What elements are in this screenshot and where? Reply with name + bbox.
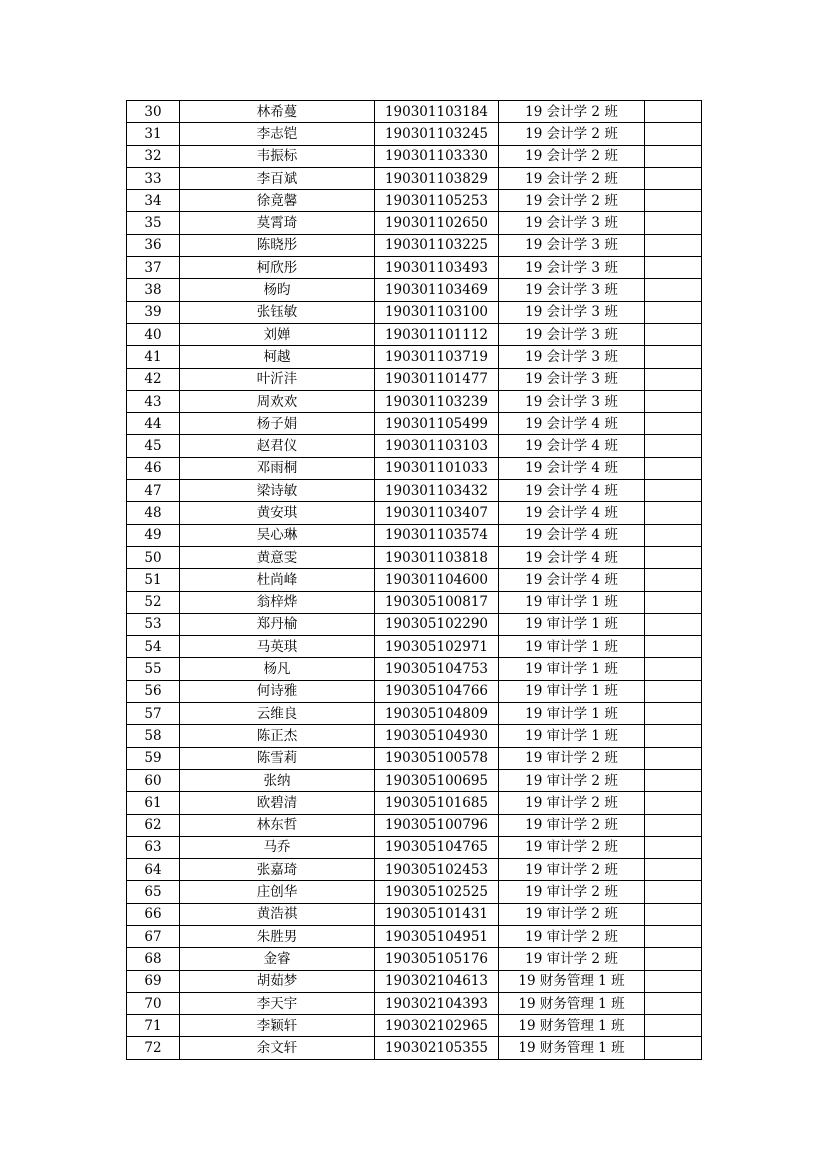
class-name-cell: 19 财务管理 1 班 [499,1037,645,1059]
table-row [127,1037,702,1059]
table-row [127,591,702,613]
student-id-cell: 190305100817 [375,591,499,613]
remark-cell [645,725,702,747]
student-id-cell: 190305105176 [375,948,499,970]
student-name-cell: 黄安琪 [180,502,375,524]
class-name-cell: 19 审计学 2 班 [499,903,645,925]
class-name-cell: 19 会计学 2 班 [499,145,645,167]
row-number-cell: 32 [127,145,180,167]
table-row [127,814,702,836]
remark-cell [645,703,702,725]
student-id-cell: 190301103818 [375,546,499,568]
row-number-cell: 57 [127,703,180,725]
student-name-cell: 林希蔓 [180,101,375,123]
class-name-cell: 19 审计学 1 班 [499,680,645,702]
student-name-cell: 林东哲 [180,814,375,836]
table-row [127,769,702,791]
table-row [127,747,702,769]
student-name-cell: 庄创华 [180,881,375,903]
table-row [127,212,702,234]
class-name-cell: 19 审计学 1 班 [499,658,645,680]
remark-cell [645,613,702,635]
row-number-cell: 70 [127,992,180,1014]
student-name-cell: 叶沂沣 [180,368,375,390]
class-name-cell: 19 会计学 4 班 [499,480,645,502]
row-number-cell: 66 [127,903,180,925]
class-name-cell: 19 审计学 2 班 [499,881,645,903]
remark-cell [645,390,702,412]
student-id-cell: 190301103493 [375,257,499,279]
class-name-cell: 19 会计学 3 班 [499,368,645,390]
student-id-cell: 190305100796 [375,814,499,836]
remark-cell [645,546,702,568]
remark-cell [645,368,702,390]
student-id-cell: 190305104809 [375,703,499,725]
class-name-cell: 19 审计学 2 班 [499,769,645,791]
row-number-cell: 38 [127,279,180,301]
student-id-cell: 190305102290 [375,613,499,635]
student-id-cell: 190301101477 [375,368,499,390]
remark-cell [645,234,702,256]
table-row [127,881,702,903]
class-name-cell: 19 审计学 2 班 [499,925,645,947]
table-row [127,257,702,279]
row-number-cell: 40 [127,323,180,345]
class-name-cell: 19 财务管理 1 班 [499,1015,645,1037]
table-row [127,123,702,145]
student-name-cell: 韦振标 [180,145,375,167]
student-name-cell: 刘婵 [180,323,375,345]
student-id-cell: 190305104951 [375,925,499,947]
class-name-cell: 19 审计学 2 班 [499,814,645,836]
row-number-cell: 65 [127,881,180,903]
row-number-cell: 48 [127,502,180,524]
class-name-cell: 19 会计学 4 班 [499,457,645,479]
remark-cell [645,279,702,301]
remark-cell [645,167,702,189]
student-id-cell: 190305104765 [375,836,499,858]
class-name-cell: 19 会计学 3 班 [499,323,645,345]
row-number-cell: 58 [127,725,180,747]
row-number-cell: 30 [127,101,180,123]
row-number-cell: 47 [127,480,180,502]
class-name-cell: 19 审计学 2 班 [499,948,645,970]
student-id-cell: 190305104766 [375,680,499,702]
remark-cell [645,257,702,279]
student-name-cell: 欧碧清 [180,792,375,814]
class-name-cell: 19 会计学 4 班 [499,413,645,435]
table-row [127,323,702,345]
class-name-cell: 19 审计学 1 班 [499,636,645,658]
class-name-cell: 19 会计学 4 班 [499,435,645,457]
roster-body [127,101,702,1060]
table-row [127,390,702,412]
remark-cell [645,769,702,791]
student-name-cell: 李百斌 [180,167,375,189]
remark-cell [645,992,702,1014]
row-number-cell: 41 [127,346,180,368]
student-name-cell: 邓雨桐 [180,457,375,479]
class-name-cell: 19 审计学 1 班 [499,725,645,747]
table-row [127,480,702,502]
student-name-cell: 柯越 [180,346,375,368]
remark-cell [645,591,702,613]
student-id-cell: 190305100695 [375,769,499,791]
class-name-cell: 19 会计学 4 班 [499,524,645,546]
student-name-cell: 李天宇 [180,992,375,1014]
class-name-cell: 19 会计学 2 班 [499,167,645,189]
class-name-cell: 19 会计学 3 班 [499,390,645,412]
table-row [127,546,702,568]
class-name-cell: 19 审计学 1 班 [499,613,645,635]
student-id-cell: 190301103225 [375,234,499,256]
row-number-cell: 42 [127,368,180,390]
remark-cell [645,1037,702,1059]
remark-cell [645,903,702,925]
row-number-cell: 69 [127,970,180,992]
table-row [127,992,702,1014]
remark-cell [645,190,702,212]
class-name-cell: 19 会计学 2 班 [499,190,645,212]
table-row [127,301,702,323]
student-id-cell: 190302105355 [375,1037,499,1059]
row-number-cell: 35 [127,212,180,234]
remark-cell [645,948,702,970]
remark-cell [645,101,702,123]
student-name-cell: 梁诗敏 [180,480,375,502]
student-id-cell: 190301103719 [375,346,499,368]
student-id-cell: 190302104393 [375,992,499,1014]
table-row [127,413,702,435]
student-id-cell: 190301103184 [375,101,499,123]
student-id-cell: 190302102965 [375,1015,499,1037]
table-row [127,658,702,680]
student-name-cell: 余文轩 [180,1037,375,1059]
table-row [127,792,702,814]
row-number-cell: 44 [127,413,180,435]
row-number-cell: 37 [127,257,180,279]
table-row [127,524,702,546]
remark-cell [645,680,702,702]
table-row [127,145,702,167]
student-id-cell: 190305102453 [375,859,499,881]
row-number-cell: 51 [127,569,180,591]
row-number-cell: 53 [127,613,180,635]
table-row [127,234,702,256]
remark-cell [645,859,702,881]
row-number-cell: 59 [127,747,180,769]
student-name-cell: 杨凡 [180,658,375,680]
class-name-cell: 19 会计学 3 班 [499,301,645,323]
remark-cell [645,502,702,524]
remark-cell [645,636,702,658]
row-number-cell: 67 [127,925,180,947]
class-name-cell: 19 会计学 2 班 [499,123,645,145]
table-row [127,859,702,881]
row-number-cell: 64 [127,859,180,881]
student-id-cell: 190302104613 [375,970,499,992]
table-row [127,703,702,725]
student-name-cell: 陈晓彤 [180,234,375,256]
student-name-cell: 杜尚峰 [180,569,375,591]
class-name-cell: 19 会计学 3 班 [499,257,645,279]
remark-cell [645,212,702,234]
remark-cell [645,323,702,345]
student-id-cell: 190305104930 [375,725,499,747]
student-name-cell: 杨子娟 [180,413,375,435]
row-number-cell: 52 [127,591,180,613]
row-number-cell: 33 [127,167,180,189]
student-id-cell: 190301103245 [375,123,499,145]
remark-cell [645,836,702,858]
student-id-cell: 190301103330 [375,145,499,167]
class-name-cell: 19 会计学 2 班 [499,101,645,123]
row-number-cell: 46 [127,457,180,479]
table-row [127,636,702,658]
row-number-cell: 55 [127,658,180,680]
table-row [127,569,702,591]
remark-cell [645,814,702,836]
student-name-cell: 金睿 [180,948,375,970]
class-name-cell: 19 会计学 4 班 [499,569,645,591]
class-name-cell: 19 会计学 3 班 [499,234,645,256]
table-row [127,435,702,457]
row-number-cell: 45 [127,435,180,457]
student-id-cell: 190301103407 [375,502,499,524]
student-id-cell: 190301103469 [375,279,499,301]
row-number-cell: 56 [127,680,180,702]
table-row [127,836,702,858]
student-name-cell: 黄意雯 [180,546,375,568]
student-id-cell: 190301105253 [375,190,499,212]
table-row [127,680,702,702]
table-row [127,457,702,479]
row-number-cell: 50 [127,546,180,568]
row-number-cell: 68 [127,948,180,970]
table-row [127,190,702,212]
table-row [127,279,702,301]
student-id-cell: 190301101112 [375,323,499,345]
row-number-cell: 36 [127,234,180,256]
remark-cell [645,1015,702,1037]
student-name-cell: 莫霄琦 [180,212,375,234]
class-name-cell: 19 审计学 2 班 [499,747,645,769]
class-name-cell: 19 会计学 4 班 [499,546,645,568]
class-name-cell: 19 审计学 2 班 [499,836,645,858]
student-name-cell: 张纳 [180,769,375,791]
student-id-cell: 190301103100 [375,301,499,323]
remark-cell [645,658,702,680]
remark-cell [645,145,702,167]
class-name-cell: 19 财务管理 1 班 [499,992,645,1014]
class-name-cell: 19 审计学 1 班 [499,591,645,613]
class-name-cell: 19 审计学 2 班 [499,792,645,814]
class-name-cell: 19 会计学 3 班 [499,346,645,368]
student-name-cell: 陈雪莉 [180,747,375,769]
table-row [127,613,702,635]
table-row [127,925,702,947]
table-row [127,167,702,189]
table-row [127,502,702,524]
remark-cell [645,301,702,323]
remark-cell [645,747,702,769]
student-id-cell: 190301103829 [375,167,499,189]
row-number-cell: 60 [127,769,180,791]
remark-cell [645,435,702,457]
class-name-cell: 19 会计学 4 班 [499,502,645,524]
row-number-cell: 63 [127,836,180,858]
table-row [127,101,702,123]
student-name-cell: 徐竟馨 [180,190,375,212]
table-row [127,948,702,970]
remark-cell [645,925,702,947]
student-id-cell: 190301103239 [375,390,499,412]
table-row [127,1015,702,1037]
student-id-cell: 190305101431 [375,903,499,925]
student-name-cell: 云维良 [180,703,375,725]
row-number-cell: 43 [127,390,180,412]
student-id-cell: 190301104600 [375,569,499,591]
student-name-cell: 张嘉琦 [180,859,375,881]
student-id-cell: 190301102650 [375,212,499,234]
student-id-cell: 190301105499 [375,413,499,435]
student-name-cell: 周欢欢 [180,390,375,412]
remark-cell [645,123,702,145]
class-name-cell: 19 会计学 3 班 [499,212,645,234]
student-id-cell: 190305101685 [375,792,499,814]
remark-cell [645,346,702,368]
student-name-cell: 胡茹梦 [180,970,375,992]
remark-cell [645,480,702,502]
student-id-cell: 190305102971 [375,636,499,658]
student-name-cell: 赵君仪 [180,435,375,457]
student-id-cell: 190305102525 [375,881,499,903]
row-number-cell: 34 [127,190,180,212]
student-id-cell: 190301103432 [375,480,499,502]
student-name-cell: 朱胜男 [180,925,375,947]
table-row [127,903,702,925]
student-name-cell: 翁梓烨 [180,591,375,613]
student-name-cell: 黄浩祺 [180,903,375,925]
student-name-cell: 柯欣彤 [180,257,375,279]
student-name-cell: 马英琪 [180,636,375,658]
student-name-cell: 陈正杰 [180,725,375,747]
row-number-cell: 49 [127,524,180,546]
student-id-cell: 190301103103 [375,435,499,457]
student-name-cell: 李志铠 [180,123,375,145]
class-name-cell: 19 会计学 3 班 [499,279,645,301]
student-id-cell: 190305104753 [375,658,499,680]
remark-cell [645,524,702,546]
table-row [127,970,702,992]
student-name-cell: 杨昀 [180,279,375,301]
student-roster-table [126,100,702,1060]
student-name-cell: 马乔 [180,836,375,858]
class-name-cell: 19 审计学 2 班 [499,859,645,881]
remark-cell [645,881,702,903]
student-id-cell: 190301103574 [375,524,499,546]
student-id-cell: 190305100578 [375,747,499,769]
class-name-cell: 19 审计学 1 班 [499,703,645,725]
remark-cell [645,569,702,591]
row-number-cell: 62 [127,814,180,836]
student-name-cell: 李颖轩 [180,1015,375,1037]
table-row [127,346,702,368]
row-number-cell: 31 [127,123,180,145]
student-name-cell: 郑丹榆 [180,613,375,635]
student-id-cell: 190301101033 [375,457,499,479]
remark-cell [645,413,702,435]
student-name-cell: 张钰敏 [180,301,375,323]
remark-cell [645,970,702,992]
remark-cell [645,792,702,814]
class-name-cell: 19 财务管理 1 班 [499,970,645,992]
row-number-cell: 61 [127,792,180,814]
row-number-cell: 39 [127,301,180,323]
row-number-cell: 54 [127,636,180,658]
student-name-cell: 何诗雅 [180,680,375,702]
row-number-cell: 71 [127,1015,180,1037]
table-row [127,725,702,747]
row-number-cell: 72 [127,1037,180,1059]
student-name-cell: 吴心琳 [180,524,375,546]
remark-cell [645,457,702,479]
table-row [127,368,702,390]
